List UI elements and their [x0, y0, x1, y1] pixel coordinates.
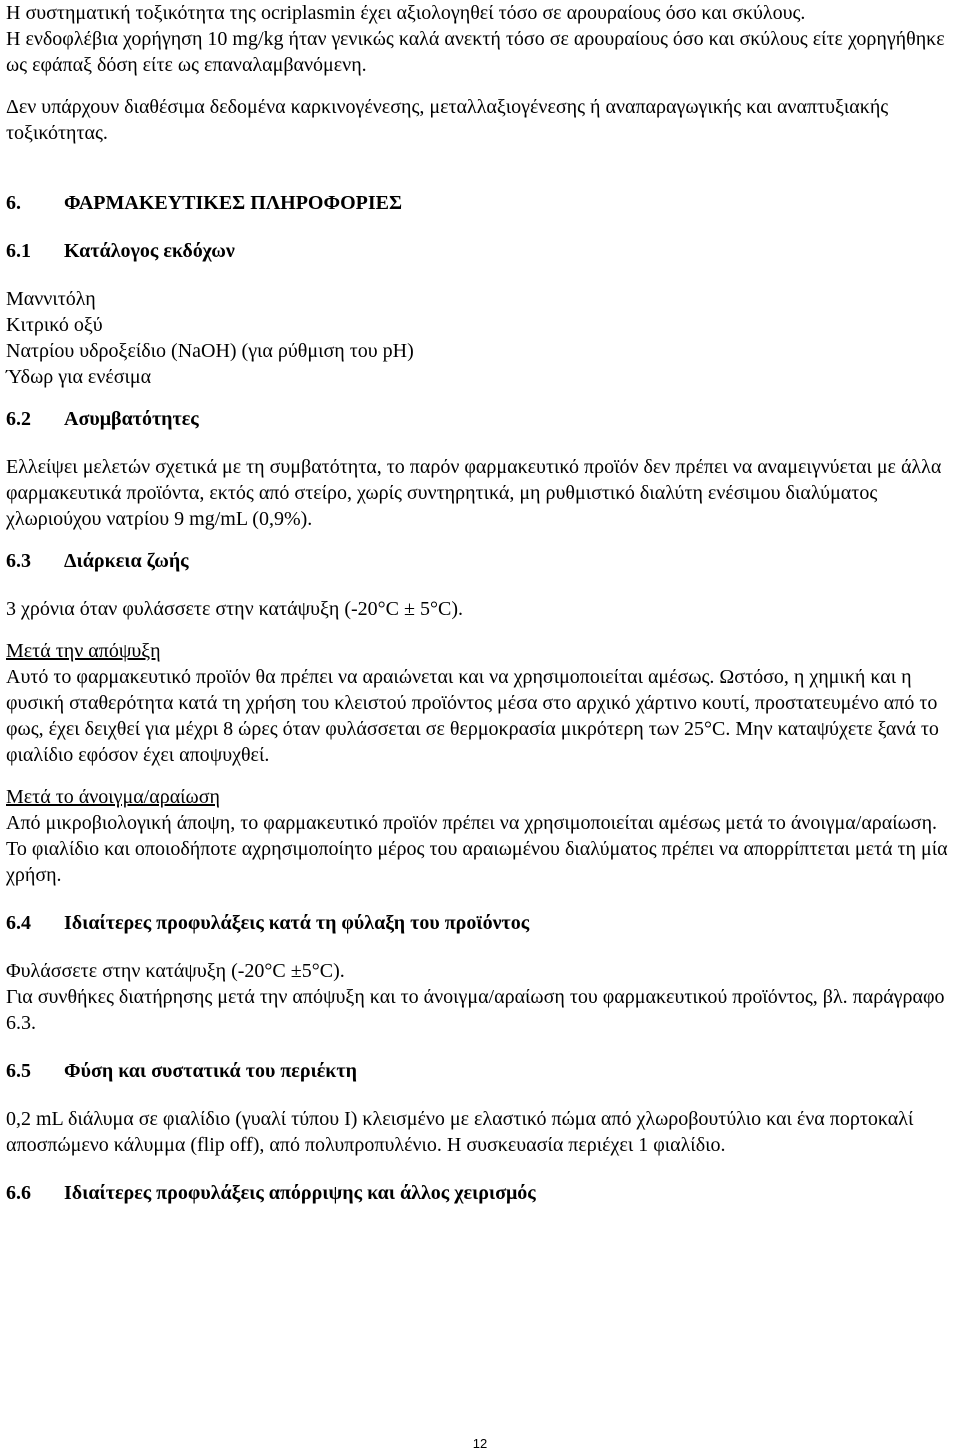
section-6-2-number: 6.2 — [6, 408, 31, 430]
document-page — [6, 0, 954, 1206]
section-6-5-heading — [6, 1058, 954, 1084]
carcinogenicity-paragraph: Δεν υπάρχουν διαθέσιμα δεδομένα καρκινογένεσης, μεταλλαξιογένεσης ή αναπαραγωγικής και αναπτυξιακής τοξικότητας. — [6, 96, 889, 144]
excipient-item: Κιτρικό οξύ — [6, 314, 103, 336]
section-6-6-heading — [6, 1180, 954, 1206]
excipient-item: Νατρίου υδροξείδιο (NaOH) (για ρύθμιση του pH) — [6, 340, 414, 362]
section-6-2-heading — [6, 406, 954, 432]
section-6-3-number: 6.3 — [6, 550, 31, 572]
section-6-3-title: Διάρκεια ζωής — [64, 550, 189, 572]
section-6-title: ΦΑΡΜΑΚΕΥΤΙΚΕΣ ΠΛΗΡΟΦΟΡΙΕΣ — [64, 192, 403, 214]
nonclinical-line-1: Η συστηματική τοξικότητα της ocriplasmin έχει αξιολογηθεί τόσο σε αρουραίους όσο και σκύλους. — [6, 2, 806, 24]
section-6-3-heading — [6, 548, 954, 574]
section-6-1-number: 6.1 — [6, 240, 31, 262]
section-6-6-number: 6.6 — [6, 1182, 31, 1204]
excipients-list — [6, 286, 954, 390]
nonclinical-line-2: Η ενδοφλέβια χορήγηση 10 mg/kg ήταν γενικώς καλά ανεκτή τόσο σε αρουραίους όσο και σκύλους είτε χορηγήθηκε ως εφάπαξ δόση είτε ως επαναλαμβανόμενη. — [6, 28, 945, 76]
storage-line-2: Για συνθήκες διατήρησης μετά την απόψυξη και το άνοιγμα/αραίωση του φαρμακευτικού προϊόντος, βλ. παράγραφο 6.3. — [6, 986, 945, 1034]
section-6-4-title: Ιδιαίτερες προφυλάξεις κατά τη φύλαξη του προϊόντος — [64, 912, 530, 934]
excipient-item: Μαννιτόλη — [6, 288, 96, 310]
after-thawing-text: Αυτό το φαρμακευτικό προϊόν θα πρέπει να αραιώνεται και να χρησιμοποιείται αμέσως. Ωστόσο, η χημική και η φυσική σταθερότητα κατά τη χρήση του κλειστού προϊόντος μέσα στο αρχικό χάρτινο κουτί, προστατευμένο από το φως, έχει δειχθεί για μέχρι 8 ώρες όταν φυλάσσεται σε θερμοκρασία μικρότερη των 25°C. Μην καταψύχετε ξανά το φιαλίδιο εφόσον έχει αποψυχθεί. — [6, 666, 939, 766]
after-thawing-heading: Μετά την απόψυξη — [6, 640, 161, 662]
after-opening-text: Από μικροβιολογική άποψη, το φαρμακευτικό προϊόν πρέπει να χρησιμοποιείται αμέσως μετά το άνοιγμα/αραίωση. Το φιαλίδιο και οποιοδήποτε αχρησιμοποίητο μέρος του αραιωμένου διαλύματος πρέπει να απορρίπτεται μετά τη μία χρήση. — [6, 812, 948, 886]
page-number: 12 — [472, 1436, 488, 1451]
section-6-5-number: 6.5 — [6, 1060, 31, 1082]
after-opening-block — [6, 784, 954, 888]
storage-block — [6, 958, 954, 1036]
section-6-4-heading — [6, 910, 954, 936]
section-6-number: 6. — [6, 192, 21, 214]
section-6-5-title: Φύση και συστατικά του περιέκτη — [64, 1060, 357, 1082]
shelf-life-text: 3 χρόνια όταν φυλάσσετε στην κατάψυξη (-20°C ± 5°C). — [6, 598, 463, 620]
section-6-1-title: Κατάλογος εκδόχων — [64, 240, 235, 262]
nonclinical-paragraph — [6, 0, 954, 78]
excipient-item: Ύδωρ για ενέσιμα — [6, 366, 152, 388]
section-6-6-title: Ιδιαίτερες προφυλάξεις απόρριψης και άλλος χειρισμός — [64, 1182, 536, 1204]
container-text: 0,2 mL διάλυμα σε φιαλίδιο (γυαλί τύπου I) κλεισμένο με ελαστικό πώμα από χλωροβουτύλιο και ένα πορτοκαλί αποσπώμενο κάλυμμα (flip off), από πολυπροπυλένιο. Η συσκευασία περιέχει 1 φιαλίδιο. — [6, 1108, 914, 1156]
incompatibilities-text: Ελλείψει μελετών σχετικά με τη συμβατότητα, το παρόν φαρμακευτικό προϊόν δεν πρέπει να αναμειγνύεται με άλλα φαρμακευτικά προϊόντα, εκτός από στείρο, χωρίς συντηρητικά, μη ρυθμιστικό διαλύτη ενέσιμου διαλύματος χλωριούχου νατρίου 9 mg/mL (0,9%). — [6, 456, 942, 530]
section-6-heading — [6, 190, 954, 216]
section-6-1-heading — [6, 238, 954, 264]
after-opening-heading: Μετά το άνοιγμα/αραίωση — [6, 786, 220, 808]
storage-line-1: Φυλάσσετε στην κατάψυξη (-20°C ±5°C). — [6, 960, 345, 982]
after-thawing-block — [6, 638, 954, 768]
section-6-4-number: 6.4 — [6, 912, 31, 934]
section-6-2-title: Ασυμβατότητες — [64, 408, 199, 430]
